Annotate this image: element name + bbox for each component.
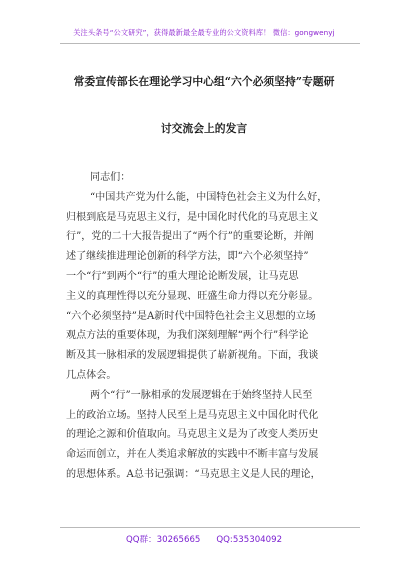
paragraph-1-line: 几点体会。 <box>66 369 117 381</box>
paragraph-1-line: 断及其一脉相承的发展逻辑提供了崭新视角。下面，我谈 <box>66 350 319 362</box>
document-title-line-2: 讨交流会上的发言 <box>160 122 248 135</box>
footer <box>0 533 408 545</box>
salutation: 同志们： <box>90 172 131 183</box>
paragraph-1-line: 一个“行”到两个“行”的重大理论论断发展，让马克思 <box>66 270 299 282</box>
paragraph-1-line: “六个必须坚持”是A新时代中国特色社会主义思想的立场 <box>66 310 316 322</box>
paragraph-1-line: 归根到底是马克思主义行，是中国化时代化的马克思主义 <box>66 211 319 223</box>
paragraph-2-line: 命运而创立，并在人类追求解放的实践中不断丰富与发展 <box>66 449 319 461</box>
footer-qq: QQ:535304092 <box>216 535 283 545</box>
footer-qq-group: QQ群：30265665 <box>125 535 201 545</box>
paragraph-1-line: 观点方法的重要体现，为我们深刻理解“两个行”科学论 <box>66 330 309 342</box>
footer-divider <box>60 527 360 528</box>
document-title-line-1: 常委宣传部长在理论学习中心组“六个必须坚持”专题研 <box>73 75 335 88</box>
paragraph-1-line: “中国共产党为什么能，中国特色社会主义为什么好， <box>90 191 328 203</box>
paragraph-1-line: 主义的真理性得以充分显现、旺盛生命力得以充分彰显。 <box>66 290 319 302</box>
paragraph-2-line: 的理论之源和价值取向。马克思主义是为了改变人类历史 <box>66 429 319 441</box>
paragraph-2-line: 两个“行”一脉相承的发展逻辑在于始终坚持人民至 <box>90 389 313 401</box>
header-banner: 关注头条号“公文研究”，获得最新最全最专业的公文资料库！ 微信：gongwenyj <box>73 28 335 37</box>
document-body <box>66 168 348 485</box>
header-divider <box>60 43 360 44</box>
paragraph-2-line: 上的政治立场。坚持人民至上是马克思主义中国化时代化 <box>66 409 319 421</box>
paragraph-1-line: 述了继续推进理论创新的科学方法，即“六个必须坚持” <box>66 251 309 263</box>
paragraph-1-line: 行”，党的二十大报告提出了“两个行”的重要论断，并阐 <box>66 231 314 243</box>
paragraph-2-line: 的思想体系。A总书记强调：“马克思主义是人民的理论， <box>66 468 321 480</box>
